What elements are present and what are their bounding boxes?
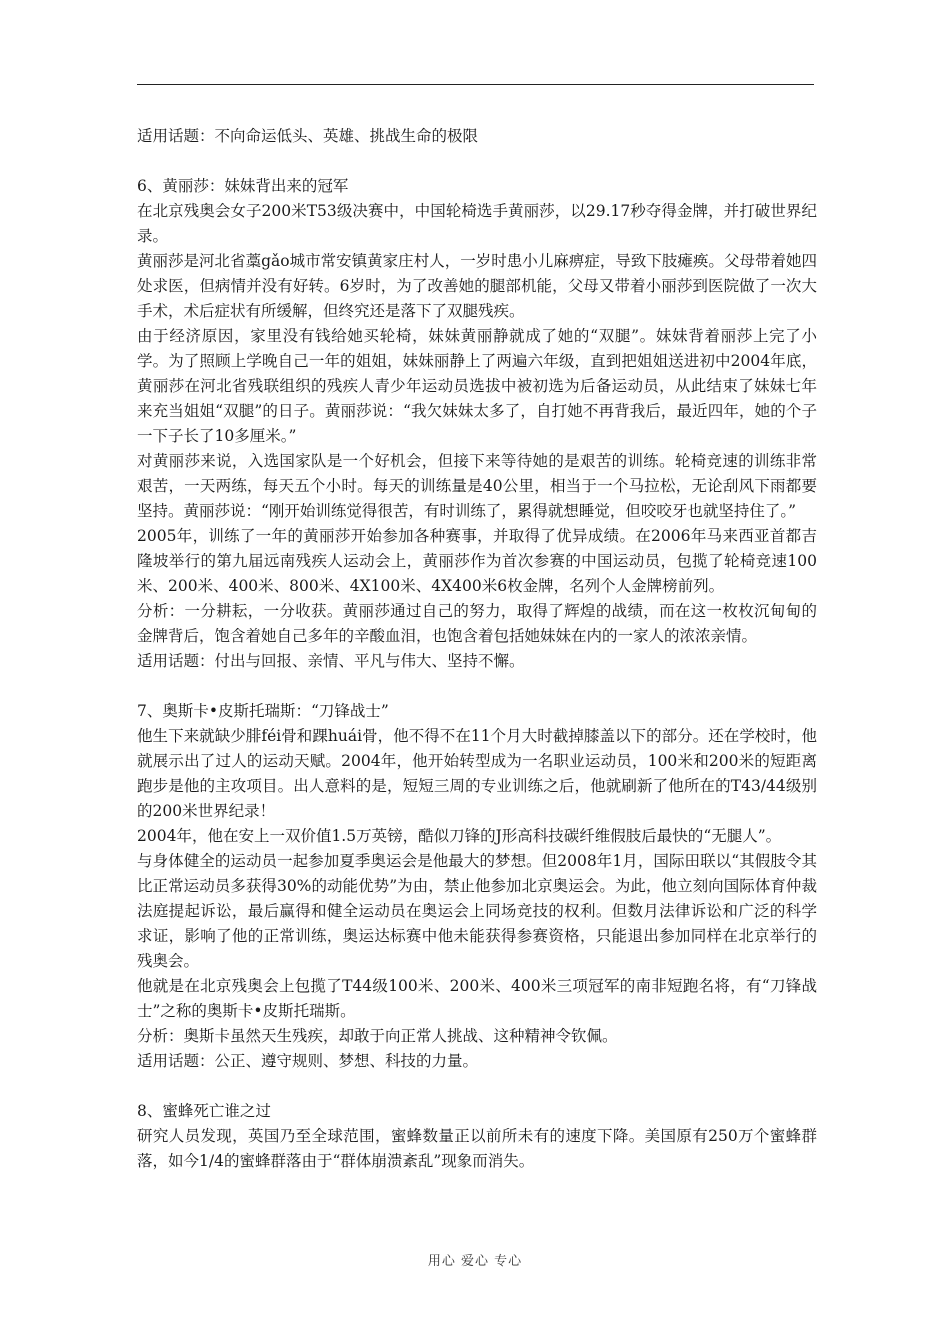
page-footer: 用心 爱心 专心	[427, 1254, 523, 1269]
paragraph-gap	[137, 674, 817, 699]
header-rule	[137, 84, 814, 85]
paragraph-gap	[137, 1074, 817, 1099]
section-7-paragraph: 2004年，他在安上一双价值1.5万英镑，酷似刀锋的J形高科技碳纤维假肢后最快的“无腿人”。	[137, 827, 782, 845]
section-7-topics: 适用话题：公正、遵守规则、梦想、科技的力量。	[137, 1052, 479, 1070]
topic-line: 适用话题：不向命运低头、英雄、挑战生命的极限	[137, 127, 479, 145]
section-7-paragraph: 与身体健全的运动员一起参加夏季奥运会是他最大的梦想。但2008年1月，国际田联以“其假肢令其比正常运动员多获得30%的动能优势”为由，禁止他参加北京奥运会。为此，他立刻向国际体育仲裁法庭提起诉讼，最后赢得和健全运动员在奥运会上同场竞技的权利。但数月法律诉讼和广泛的科学求证，影响了他的正常训练，奥运达标赛中他未能获得参赛资格，只能退出参加同样在北京举行的残奥会。	[137, 852, 817, 970]
section-7-analysis: 分析：奥斯卡虽然天生残疾，却敢于向正常人挑战、这种精神令钦佩。	[137, 1027, 618, 1045]
section-6-paragraph: 在北京残奥会女子200米T53级决赛中，中国轮椅选手黄丽莎，以29.17秒夺得金牌，并打破世界纪录。	[137, 202, 817, 245]
section-6-topics: 适用话题：付出与回报、亲情、平凡与伟大、坚持不懈。	[137, 652, 525, 670]
section-8-title: 8、蜜蜂死亡谁之过	[137, 1102, 271, 1120]
document-body	[137, 124, 817, 1174]
section-6-title: 6、黄丽莎：妹妹背出来的冠军	[137, 177, 349, 195]
section-6-paragraph: 黄丽莎是河北省藁gǎo城市常安镇黄家庄村人，一岁时患小儿麻痹症，导致下肢瘫痪。父母带着她四处求医，但病情并没有好转。6岁时，为了改善她的腿部机能，父母又带着小丽莎到医院做了一次大手术，术后症状有所缓解，但终究还是落下了双腿残疾。	[137, 252, 817, 320]
paragraph-gap	[137, 149, 817, 174]
section-7-paragraph: 他就是在北京残奥会上包揽了T44级100米、200米、400米三项冠军的南非短跑名将，有“刀锋战士”之称的奥斯卡•皮斯托瑞斯。	[137, 977, 817, 1020]
section-8-paragraph: 研究人员发现，英国乃至全球范围，蜜蜂数量正以前所未有的速度下降。美国原有250万个蜜蜂群落，如今1/4的蜜蜂群落由于“群体崩溃紊乱”现象而消失。	[137, 1127, 817, 1170]
section-7-title: 7、奥斯卡•皮斯托瑞斯：“刀锋战士”	[137, 702, 389, 720]
section-6-paragraph: 由于经济原因，家里没有钱给她买轮椅，妹妹黄丽静就成了她的“双腿”。妹妹背着丽莎上完了小学。为了照顾上学晚自己一年的姐姐，妹妹丽静上了两遍六年级，直到把姐姐送进初中2004年底，黄丽莎在河北省残联组织的残疾人青少年运动员选拔中被初选为后备运动员，从此结束了妹妹七年来充当姐姐“双腿”的日子。黄丽莎说：“我欠妹妹太多了，自打她不再背我后，最近四年，她的个子一下子长了10多厘米。”	[137, 327, 817, 445]
section-6-paragraph: 2005年，训练了一年的黄丽莎开始参加各种赛事，并取得了优异成绩。在2006年马来西亚首都吉隆坡举行的第九届远南残疾人运动会上，黄丽莎作为首次参赛的中国运动员，包揽了轮椅竞速100米、200米、400米、800米、4X100米、4X400米6枚金牌，名列个人金牌榜前列。	[137, 527, 817, 595]
section-6-paragraph: 对黄丽莎来说，入选国家队是一个好机会，但接下来等待她的是艰苦的训练。轮椅竞速的训练非常艰苦，一天两练，每天五个小时。每天的训练量是40公里，相当于一个马拉松，无论刮风下雨都要坚持。黄丽莎说：“刚开始训练觉得很苦，有时训练了，累得就想睡觉，但咬咬牙也就坚持住了。”	[137, 452, 817, 520]
section-7-paragraph: 他生下来就缺少腓féi骨和踝huái骨，他不得不在11个月大时截掉膝盖以下的部分。还在学校时，他就展示出了过人的运动天赋。2004年，他开始转型成为一名职业运动员，100米和200米的短距离跑步是他的主攻项目。出人意料的是，短短三周的专业训练之后，他就刷新了他所在的T43/44级别的200米世界纪录！	[137, 727, 817, 820]
section-6-analysis: 分析：一分耕耘，一分收获。黄丽莎通过自己的努力，取得了辉煌的战绩，而在这一枚枚沉甸甸的金牌背后，饱含着她自己多年的辛酸血泪，也饱含着包括她妹妹在内的一家人的浓浓亲情。	[137, 602, 817, 645]
